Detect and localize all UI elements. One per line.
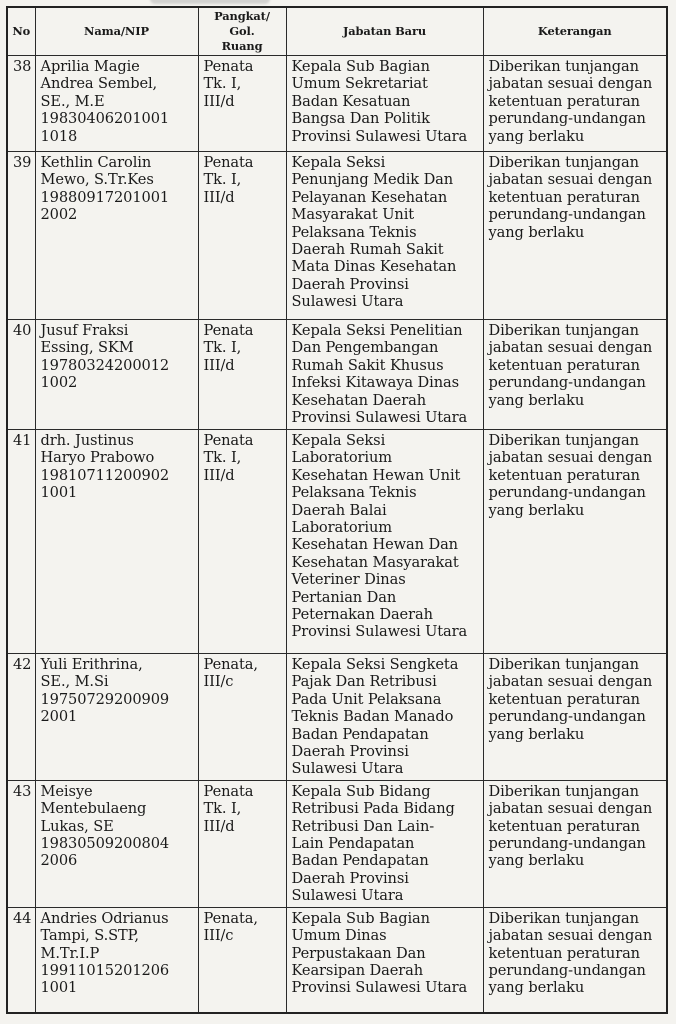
cell-jabatan-baru-line: Lain Pendapatan: [291, 835, 415, 853]
cell-keterangan-line: jabatan sesuai dengan: [488, 927, 653, 945]
cell-keterangan-line: yang berlaku: [488, 501, 585, 519]
cell-pangkat-line: Penata: [203, 432, 254, 449]
header-pangkat-line: Pangkat/: [214, 9, 270, 23]
cell-keterangan-line: jabatan sesuai dengan: [488, 800, 653, 818]
cell-nama-nip-line: Lukas, SE: [40, 817, 114, 835]
cell-jabatan-baru-line: Perpustakaan Dan: [291, 944, 426, 962]
cell-pangkat-line: Penata,: [203, 656, 258, 673]
cell-jabatan-baru-line: Kepala Seksi: [291, 432, 386, 449]
cell-jabatan-baru-line: Provinsi Sulawesi Utara: [291, 979, 468, 997]
cell-jabatan-baru-line: Kesehatan Masyarakat: [291, 553, 459, 571]
cell-nama-nip: [35, 56, 198, 152]
cell-nama-nip-line: Aprilia Magie: [40, 58, 140, 75]
cell-nama-nip: [35, 320, 198, 430]
cell-jabatan-baru-line: Pelaksana Teknis: [291, 484, 417, 502]
cell-nama-nip-line: SE., M.E: [40, 92, 105, 110]
cell-pangkat: [198, 907, 286, 1013]
cell-pangkat-line: III/d: [203, 92, 235, 110]
cell-jabatan-baru-line: Pelaksana Teknis: [291, 223, 417, 241]
cell-nama-nip-line: 19830509200804: [40, 835, 170, 853]
table-row: [7, 152, 667, 320]
cell-keterangan: [483, 320, 667, 430]
cell-jabatan-baru-line: Kepala Seksi Sengketa: [291, 656, 459, 673]
cell-jabatan-baru-line: Bangsa Dan Politik: [291, 110, 430, 128]
cell-no: 42: [7, 654, 35, 781]
cell-keterangan-line: ketentuan peraturan: [488, 92, 640, 110]
cell-pangkat-line: Penata: [203, 58, 254, 75]
cell-nama-nip-line: Andrea Sembel,: [40, 75, 158, 93]
cell-nama-nip-line: 2006: [40, 852, 78, 870]
cell-pangkat-line: Penata: [203, 322, 254, 339]
cell-nama-nip-line: drh. Justinus: [40, 432, 134, 449]
cell-pangkat-line: Penata: [203, 154, 254, 171]
table-row: [7, 430, 667, 654]
cell-no: 39: [7, 152, 35, 320]
cell-keterangan-line: perundang-undangan: [488, 708, 646, 726]
cell-nama-nip-line: M.Tr.I.P: [40, 944, 100, 962]
cell-keterangan: [483, 56, 667, 152]
cell-jabatan-baru-line: Sulawesi Utara: [291, 293, 404, 311]
cell-jabatan-baru-line: Dan Pengembangan: [291, 339, 439, 357]
cell-jabatan-baru-line: Kearsipan Daerah: [291, 962, 424, 980]
cell-nama-nip-line: 19911015201206: [40, 962, 170, 980]
cell-jabatan-baru-line: Umum Dinas: [291, 927, 387, 945]
cell-jabatan-baru-line: Laboratorium: [291, 449, 393, 467]
cell-nama-nip-line: Tampi, S.STP,: [40, 927, 139, 945]
cell-keterangan-line: Diberikan tunjangan: [488, 656, 639, 673]
cell-keterangan-line: Diberikan tunjangan: [488, 322, 639, 339]
cell-nama-nip-line: Andries Odrianus: [40, 909, 169, 927]
cell-jabatan-baru-line: Pelayanan Kesehatan: [291, 188, 448, 206]
cell-pangkat-line: III/c: [203, 927, 234, 945]
cell-keterangan-line: Diberikan tunjangan: [488, 782, 639, 800]
cell-keterangan-line: ketentuan peraturan: [488, 466, 640, 484]
cell-nama-nip: [35, 780, 198, 907]
header-pangkat-line: Gol.: [229, 24, 255, 38]
cell-jabatan-baru-line: Sulawesi Utara: [291, 887, 404, 905]
cell-jabatan-baru-line: Retribusi Pada Bidang: [291, 800, 455, 818]
cell-jabatan-baru-line: Daerah Provinsi: [291, 275, 409, 293]
cell-jabatan-baru: [286, 152, 483, 320]
cell-nama-nip-line: 19880917201001: [40, 188, 170, 206]
scan-smudge: [150, 0, 270, 4]
cell-nama-nip-line: 1018: [40, 127, 78, 145]
cell-pangkat-line: III/d: [203, 188, 235, 206]
cell-nama-nip-line: SE., M.Si: [40, 673, 109, 691]
cell-pangkat: [198, 56, 286, 152]
cell-nama-nip-line: Essing, SKM: [40, 339, 134, 357]
cell-keterangan-line: jabatan sesuai dengan: [488, 449, 653, 467]
cell-keterangan: [483, 152, 667, 320]
cell-keterangan-line: perundang-undangan: [488, 484, 646, 502]
cell-jabatan-baru-line: Kepala Sub Bagian: [291, 909, 430, 927]
cell-pangkat-line: Penata,: [203, 909, 258, 927]
cell-nama-nip: [35, 907, 198, 1013]
cell-jabatan-baru-line: Rumah Sakit Khusus: [291, 356, 444, 374]
cell-keterangan: [483, 654, 667, 781]
cell-jabatan-baru-line: Kepala Seksi: [291, 154, 386, 171]
header-nama-nip: Nama/NIP: [35, 7, 198, 56]
cell-keterangan-line: perundang-undangan: [488, 110, 646, 128]
cell-jabatan-baru-line: Daerah Rumah Sakit: [291, 241, 444, 259]
cell-jabatan-baru-line: Pajak Dan Retribusi: [291, 673, 437, 691]
cell-pangkat-line: Tk. I,: [203, 339, 242, 357]
cell-nama-nip-line: 19780324200012: [40, 356, 170, 374]
table-row: [7, 780, 667, 907]
cell-pangkat-line: III/d: [203, 817, 235, 835]
cell-jabatan-baru-line: Badan Pendapatan: [291, 725, 429, 743]
cell-jabatan-baru-line: Kepala Sub Bidang: [291, 782, 431, 800]
cell-nama-nip-line: Meisye: [40, 782, 93, 800]
cell-nama-nip-line: Mewo, S.Tr.Kes: [40, 171, 154, 189]
table-row: [7, 907, 667, 1013]
cell-nama-nip-line: 1001: [40, 979, 78, 997]
cell-jabatan-baru: [286, 907, 483, 1013]
table-row: [7, 320, 667, 430]
cell-keterangan-line: ketentuan peraturan: [488, 188, 640, 206]
cell-jabatan-baru-line: Kesehatan Hewan Dan: [291, 536, 458, 554]
cell-jabatan-baru-line: Badan Pendapatan: [291, 852, 429, 870]
cell-keterangan: [483, 780, 667, 907]
cell-jabatan-baru-line: Kesehatan Daerah: [291, 391, 426, 409]
cell-jabatan-baru-line: Retribusi Dan Lain-: [291, 817, 435, 835]
cell-jabatan-baru-line: Masyarakat Unit: [291, 206, 415, 224]
cell-pangkat: [198, 430, 286, 654]
cell-keterangan: [483, 430, 667, 654]
cell-jabatan-baru-line: Daerah Provinsi: [291, 869, 409, 887]
header-no: No: [7, 7, 35, 56]
cell-keterangan-line: Diberikan tunjangan: [488, 432, 639, 449]
cell-no: 43: [7, 780, 35, 907]
cell-keterangan-line: perundang-undangan: [488, 374, 646, 392]
cell-jabatan-baru-line: Veteriner Dinas: [291, 571, 406, 589]
cell-keterangan-line: yang berlaku: [488, 391, 585, 409]
cell-no: 38: [7, 56, 35, 152]
cell-jabatan-baru-line: Sulawesi Utara: [291, 760, 404, 778]
cell-jabatan-baru-line: Provinsi Sulawesi Utara: [291, 623, 468, 641]
cell-jabatan-baru-line: Mata Dinas Kesehatan: [291, 258, 457, 276]
cell-keterangan-line: yang berlaku: [488, 725, 585, 743]
cell-pangkat: [198, 654, 286, 781]
cell-keterangan-line: Diberikan tunjangan: [488, 909, 639, 927]
cell-keterangan-line: Diberikan tunjangan: [488, 154, 639, 171]
cell-pangkat-line: III/d: [203, 356, 235, 374]
cell-pangkat: [198, 780, 286, 907]
cell-jabatan-baru: [286, 56, 483, 152]
cell-no: 44: [7, 907, 35, 1013]
cell-keterangan-line: ketentuan peraturan: [488, 690, 640, 708]
cell-pangkat-line: III/d: [203, 466, 235, 484]
cell-keterangan-line: ketentuan peraturan: [488, 817, 640, 835]
cell-jabatan-baru: [286, 654, 483, 781]
cell-jabatan-baru: [286, 780, 483, 907]
cell-jabatan-baru-line: Daerah Balai: [291, 501, 387, 519]
header-keterangan: Keterangan: [483, 7, 667, 56]
cell-keterangan: [483, 907, 667, 1013]
cell-keterangan-line: yang berlaku: [488, 223, 585, 241]
cell-nama-nip-line: Jusuf Fraksi: [40, 322, 129, 339]
header-pangkat: [198, 7, 286, 56]
cell-jabatan-baru-line: Penunjang Medik Dan: [291, 171, 454, 189]
cell-jabatan-baru-line: Kesehatan Hewan Unit: [291, 466, 461, 484]
cell-keterangan-line: ketentuan peraturan: [488, 944, 640, 962]
cell-jabatan-baru: [286, 430, 483, 654]
cell-jabatan-baru-line: Teknis Badan Manado: [291, 708, 454, 726]
cell-keterangan-line: jabatan sesuai dengan: [488, 673, 653, 691]
cell-keterangan-line: jabatan sesuai dengan: [488, 75, 653, 93]
cell-nama-nip-line: 1001: [40, 484, 78, 502]
cell-nama-nip-line: 19830406201001: [40, 110, 170, 128]
cell-keterangan-line: yang berlaku: [488, 852, 585, 870]
cell-jabatan-baru-line: Peternakan Daerah: [291, 606, 433, 624]
cell-jabatan-baru-line: Pertanian Dan: [291, 588, 397, 606]
table-row: [7, 654, 667, 781]
cell-nama-nip-line: 2002: [40, 206, 78, 224]
cell-pangkat-line: Penata: [203, 782, 254, 800]
cell-nama-nip: [35, 654, 198, 781]
cell-nama-nip: [35, 152, 198, 320]
table-row: [7, 56, 667, 152]
cell-keterangan-line: perundang-undangan: [488, 206, 646, 224]
table-header-row: [7, 7, 667, 56]
header-jabatan-baru: Jabatan Baru: [286, 7, 483, 56]
cell-jabatan-baru-line: Pada Unit Pelaksana: [291, 690, 442, 708]
cell-pangkat-line: III/c: [203, 673, 234, 691]
cell-pangkat: [198, 152, 286, 320]
cell-jabatan-baru-line: Provinsi Sulawesi Utara: [291, 127, 468, 145]
cell-jabatan-baru: [286, 320, 483, 430]
cell-nama-nip-line: 1002: [40, 374, 78, 392]
cell-pangkat-line: Tk. I,: [203, 171, 242, 189]
cell-nama-nip-line: Yuli Erithrina,: [40, 656, 143, 673]
cell-jabatan-baru-line: Daerah Provinsi: [291, 743, 409, 761]
cell-no: 40: [7, 320, 35, 430]
cell-keterangan-line: jabatan sesuai dengan: [488, 339, 653, 357]
cell-keterangan-line: Diberikan tunjangan: [488, 58, 639, 75]
cell-pangkat-line: Tk. I,: [203, 449, 242, 467]
cell-jabatan-baru-line: Kepala Seksi Penelitian: [291, 322, 463, 339]
cell-nama-nip-line: Mentebulaeng: [40, 800, 147, 818]
cell-jabatan-baru-line: Provinsi Sulawesi Utara: [291, 409, 468, 427]
cell-keterangan-line: perundang-undangan: [488, 835, 646, 853]
cell-nama-nip-line: Kethlin Carolin: [40, 154, 152, 171]
cell-nama-nip-line: 19750729200909: [40, 690, 170, 708]
cell-jabatan-baru-line: Badan Kesatuan: [291, 92, 411, 110]
cell-pangkat: [198, 320, 286, 430]
cell-no: 41: [7, 430, 35, 654]
cell-nama-nip-line: 2001: [40, 708, 78, 726]
cell-keterangan-line: yang berlaku: [488, 127, 585, 145]
cell-jabatan-baru-line: Infeksi Kitawaya Dinas: [291, 374, 460, 392]
cell-keterangan-line: ketentuan peraturan: [488, 356, 640, 374]
header-pangkat-line: Ruang: [221, 39, 263, 53]
cell-keterangan-line: perundang-undangan: [488, 962, 646, 980]
cell-pangkat-line: Tk. I,: [203, 75, 242, 93]
cell-nama-nip: [35, 430, 198, 654]
cell-keterangan-line: jabatan sesuai dengan: [488, 171, 653, 189]
cell-jabatan-baru-line: Laboratorium: [291, 519, 393, 537]
cell-nama-nip-line: Haryo Prabowo: [40, 449, 155, 467]
cell-jabatan-baru-line: Umum Sekretariat: [291, 75, 428, 93]
cell-nama-nip-line: 19810711200902: [40, 466, 170, 484]
cell-keterangan-line: yang berlaku: [488, 979, 585, 997]
cell-pangkat-line: Tk. I,: [203, 800, 242, 818]
cell-jabatan-baru-line: Kepala Sub Bagian: [291, 58, 430, 75]
personnel-table: [6, 6, 668, 1014]
